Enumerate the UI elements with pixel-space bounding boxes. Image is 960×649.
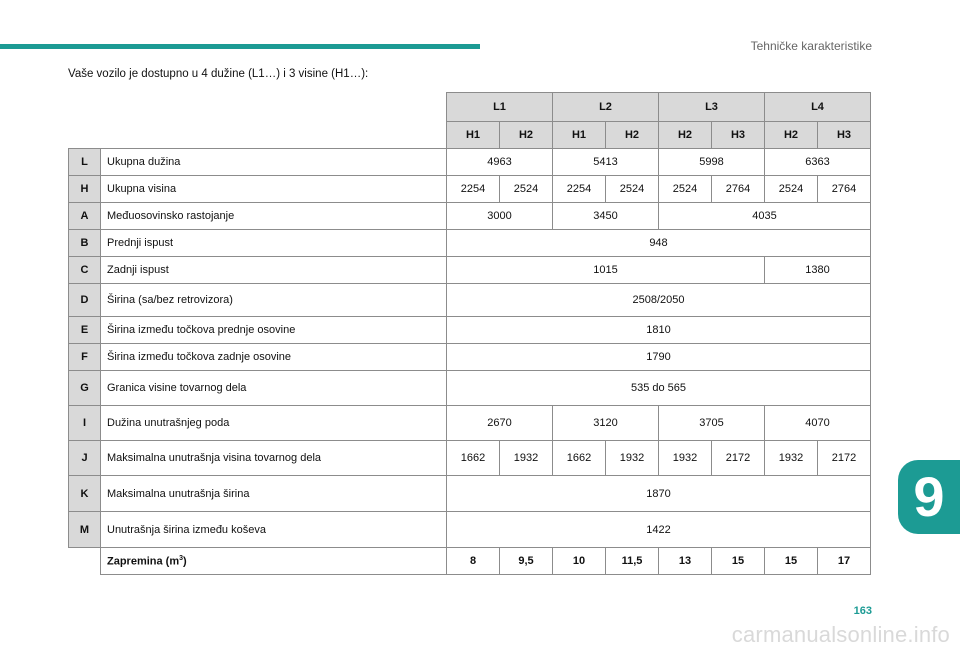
row-code: I — [69, 406, 101, 441]
table-row — [69, 257, 871, 284]
row-value: 3120 — [553, 406, 659, 441]
row-label: Ukupna visina — [101, 176, 447, 203]
table-row — [69, 441, 871, 476]
row-value: 535 do 565 — [447, 371, 871, 406]
row-label: Ukupna dužina — [101, 149, 447, 176]
table-row — [69, 149, 871, 176]
header-row-lengths — [69, 93, 871, 122]
volume-row — [69, 548, 871, 575]
table-row — [69, 176, 871, 203]
table-row — [69, 512, 871, 548]
row-value: 1932 — [606, 441, 659, 476]
row-value: 2254 — [447, 176, 500, 203]
row-value: 5413 — [553, 149, 659, 176]
section-title: Tehničke karakteristike — [750, 39, 872, 53]
row-value: 6363 — [765, 149, 871, 176]
table-row — [69, 203, 871, 230]
row-value: 2524 — [765, 176, 818, 203]
row-label: Maksimalna unutrašnja visina tovarnog dela — [101, 441, 447, 476]
height-header: H2 — [606, 122, 659, 149]
row-value: 1380 — [765, 257, 871, 284]
row-label: Zadnji ispust — [101, 257, 447, 284]
row-value: 1790 — [447, 344, 871, 371]
header-blank — [69, 122, 447, 149]
row-code: C — [69, 257, 101, 284]
row-value: 2524 — [500, 176, 553, 203]
volume-label-close: ) — [183, 555, 187, 568]
table-row — [69, 371, 871, 406]
table-row — [69, 317, 871, 344]
length-header: L3 — [659, 93, 765, 122]
row-value: 2172 — [712, 441, 765, 476]
row-value: 2508/2050 — [447, 284, 871, 317]
row-value: 3450 — [553, 203, 659, 230]
volume-label-text: Zapremina (m — [107, 555, 180, 568]
table-row — [69, 406, 871, 441]
volume-value: 10 — [553, 548, 606, 575]
length-header: L1 — [447, 93, 553, 122]
row-value: 2524 — [659, 176, 712, 203]
row-value: 1870 — [447, 476, 871, 512]
row-value: 1810 — [447, 317, 871, 344]
row-value: 3705 — [659, 406, 765, 441]
row-value: 4070 — [765, 406, 871, 441]
volume-value: 11,5 — [606, 548, 659, 575]
row-value: 1422 — [447, 512, 871, 548]
volume-value: 13 — [659, 548, 712, 575]
table-body — [69, 93, 871, 575]
row-code: H — [69, 176, 101, 203]
height-header: H2 — [500, 122, 553, 149]
row-label: Širina između točkova zadnje osovine — [101, 344, 447, 371]
row-value: 1015 — [447, 257, 765, 284]
row-label: Unutrašnja širina između koševa — [101, 512, 447, 548]
header-blank — [69, 93, 447, 122]
row-value: 2172 — [818, 441, 871, 476]
row-label: Granica visine tovarnog dela — [101, 371, 447, 406]
row-code: K — [69, 476, 101, 512]
table-row — [69, 230, 871, 257]
row-label: Širina (sa/bez retrovizora) — [101, 284, 447, 317]
row-value: 2764 — [818, 176, 871, 203]
row-value: 3000 — [447, 203, 553, 230]
volume-value: 9,5 — [500, 548, 553, 575]
dimensions-table — [68, 92, 871, 575]
row-code: B — [69, 230, 101, 257]
row-value: 4963 — [447, 149, 553, 176]
row-value: 5998 — [659, 149, 765, 176]
volume-value: 17 — [818, 548, 871, 575]
row-code: E — [69, 317, 101, 344]
row-code: F — [69, 344, 101, 371]
row-label: Međuosovinsko rastojanje — [101, 203, 447, 230]
height-header: H1 — [447, 122, 500, 149]
height-header: H3 — [712, 122, 765, 149]
volume-label — [101, 548, 447, 575]
row-value: 2764 — [712, 176, 765, 203]
chapter-tab: 9 — [898, 460, 960, 534]
watermark: carmanualsonline.info — [731, 622, 950, 647]
volume-value: 8 — [447, 548, 500, 575]
row-value: 1932 — [765, 441, 818, 476]
row-label: Dužina unutrašnjeg poda — [101, 406, 447, 441]
row-value: 1662 — [553, 441, 606, 476]
row-value: 1932 — [500, 441, 553, 476]
table-row — [69, 476, 871, 512]
row-code: L — [69, 149, 101, 176]
page-number: 163 — [853, 605, 872, 617]
row-code: A — [69, 203, 101, 230]
height-header: H2 — [765, 122, 818, 149]
row-value: 1932 — [659, 441, 712, 476]
table-row — [69, 284, 871, 317]
row-value: 2670 — [447, 406, 553, 441]
row-label: Širina između točkova prednje osovine — [101, 317, 447, 344]
volume-value: 15 — [712, 548, 765, 575]
length-header: L2 — [553, 93, 659, 122]
row-value: 2254 — [553, 176, 606, 203]
header-row-heights — [69, 122, 871, 149]
row-value: 1662 — [447, 441, 500, 476]
row-value: 4035 — [659, 203, 871, 230]
row-value: 948 — [447, 230, 871, 257]
volume-unit-sup: 3 — [179, 554, 184, 562]
row-value: 2524 — [606, 176, 659, 203]
length-header: L4 — [765, 93, 871, 122]
row-code: G — [69, 371, 101, 406]
height-header: H1 — [553, 122, 606, 149]
table-row — [69, 344, 871, 371]
height-header: H2 — [659, 122, 712, 149]
volume-blank — [69, 548, 101, 575]
row-code: J — [69, 441, 101, 476]
intro-text: Vaše vozilo je dostupno u 4 dužine (L1…) i 3 visine (H1…): — [68, 68, 369, 80]
volume-value: 15 — [765, 548, 818, 575]
height-header: H3 — [818, 122, 871, 149]
row-code: D — [69, 284, 101, 317]
top-accent-bar — [0, 44, 480, 49]
row-code: M — [69, 512, 101, 548]
row-label: Prednji ispust — [101, 230, 447, 257]
row-label: Maksimalna unutrašnja širina — [101, 476, 447, 512]
